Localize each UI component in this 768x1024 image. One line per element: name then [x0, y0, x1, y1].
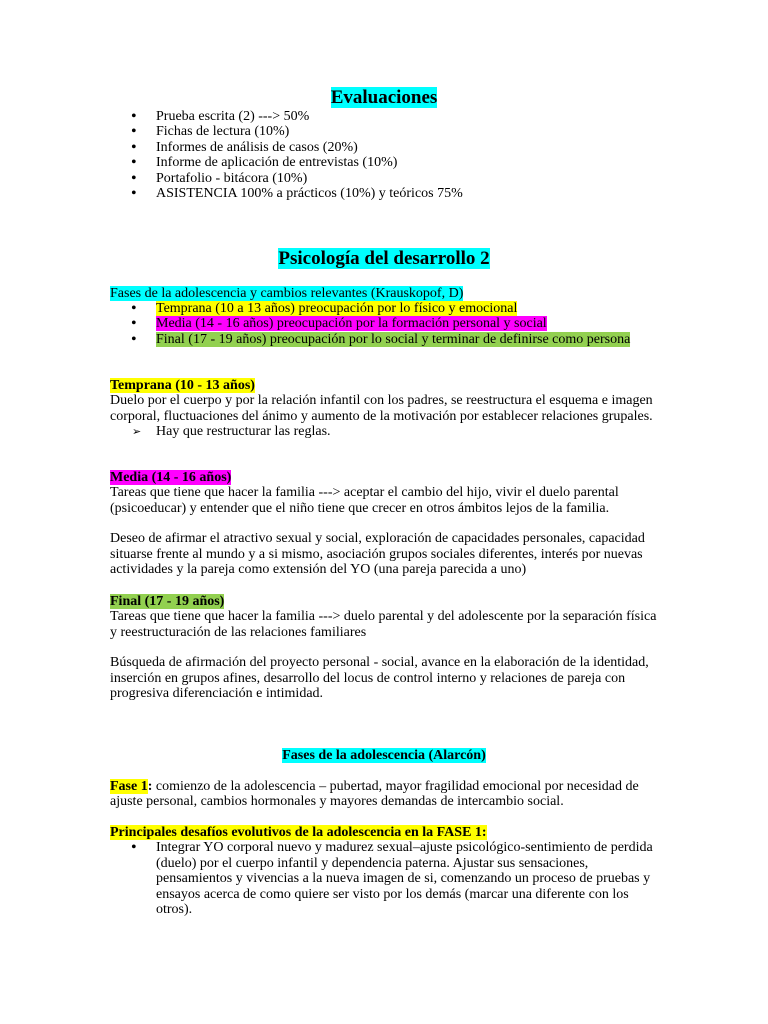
media-section — [110, 470, 658, 577]
final-text-1: Tareas que tiene que hacer la familia ---> duelo parental y del adolescente por la separación física y reestructuración de las relaciones familiares — [110, 609, 657, 640]
temprana-heading: Temprana (10 - 13 años) — [110, 378, 255, 393]
evaluaciones-list — [110, 109, 658, 201]
evaluaciones-heading-block — [110, 87, 658, 109]
temprana-text: Duelo por el cuerpo y por la relación infantil con los padres, se reestructura el esquema e imagen corporal, fluctuaciones del ánimo y aumento de la motivación por establecer relaciones grupales. — [110, 393, 653, 424]
desafios-block — [110, 825, 658, 917]
list-item: • Informes de análisis de casos (20%) — [110, 140, 658, 155]
list-item: • ASISTENCIA 100% a prácticos (10%) y teóricos 75% — [110, 186, 658, 201]
psico-intro-block — [110, 286, 658, 301]
evaluaciones-title: Evaluaciones — [330, 87, 438, 108]
alarcon-heading-block — [110, 748, 658, 763]
list-item: • Prueba escrita (2) ---> 50% — [110, 109, 658, 124]
fase1-text: comienzo de la adolescencia – pubertad, mayor fragilidad emocional por necesidad de ajuste personal, cambios hormonales y mayores demandas de intercambio social. — [110, 779, 639, 810]
phase-label: Media (14 - 16 años) preocupación por la formación personal y social — [156, 316, 547, 332]
temprana-section — [110, 378, 658, 440]
phase-label: Temprana (10 a 13 años) preocupación por lo físico y emocional — [156, 301, 518, 316]
phases-list — [110, 301, 658, 347]
media-text-2: Deseo de afirmar el atractivo sexual y social, exploración de capacidades personales, capacidad situarse frente al mundo y a si mismo, asociación grupos sociales diferentes, interés por nuevas actividades y la pareja como extensión del YO (una pareja parecida a uno) — [110, 531, 645, 578]
psico-intro: Fases de la adolescencia y cambios relevantes (Krauskopof, D) — [110, 286, 464, 301]
fase1-block — [110, 779, 658, 810]
final-text-2: Búsqueda de afirmación del proyecto personal - social, avance en la elaboración de la identidad, inserción en grupos afines, desarrollo del locus de control interno y relaciones de pareja con progresiva diferenciación e intimidad. — [110, 655, 649, 702]
phase-temprana — [110, 301, 658, 316]
psico-heading-block — [110, 248, 658, 270]
final-section — [110, 594, 658, 701]
phase-final — [110, 332, 658, 347]
final-heading: Final (17 - 19 años) — [110, 594, 225, 609]
desafios-item: • Integrar YO corporal nuevo y madurez sexual–ajuste psicológico-sentimiento de perdida (duelo) por el cuerpo infantil y dependencia paterna. Ajustar sus sensaciones, pensamientos y vivencias a la nueva imagen de si, comenzando un proceso de pruebas y ensayos acerca de como quiere ser visto por los demás (marcar una diferente con los otros). — [110, 840, 658, 917]
psico-title: Psicología del desarrollo 2 — [278, 248, 490, 269]
list-item: • Informe de aplicación de entrevistas (10%) — [110, 155, 658, 170]
fase1-label: Fase 1 — [110, 779, 148, 794]
list-item: • Portafolio - bitácora (10%) — [110, 171, 658, 186]
phase-label: Final (17 - 19 años) preocupación por lo social y terminar de definirse como persona — [156, 331, 631, 347]
temprana-bullet: ➢ Hay que restructurar las reglas. — [110, 424, 658, 439]
phase-media — [110, 316, 658, 331]
fase1-colon: : — [147, 779, 153, 794]
alarcon-title: Fases de la adolescencia (Alarcón) — [282, 748, 486, 763]
list-item: • Fichas de lectura (10%) — [110, 124, 658, 139]
desafios-heading: Principales desafíos evolutivos de la adolescencia en la FASE 1: — [110, 825, 487, 840]
media-heading: Media (14 - 16 años) — [110, 470, 232, 485]
media-text-1: Tareas que tiene que hacer la familia ---> aceptar el cambio del hijo, vivir el duelo parental (psicoeducar) y entender que el niño tiene que crecer en otros ámbitos lejos de la familia. — [110, 485, 619, 516]
